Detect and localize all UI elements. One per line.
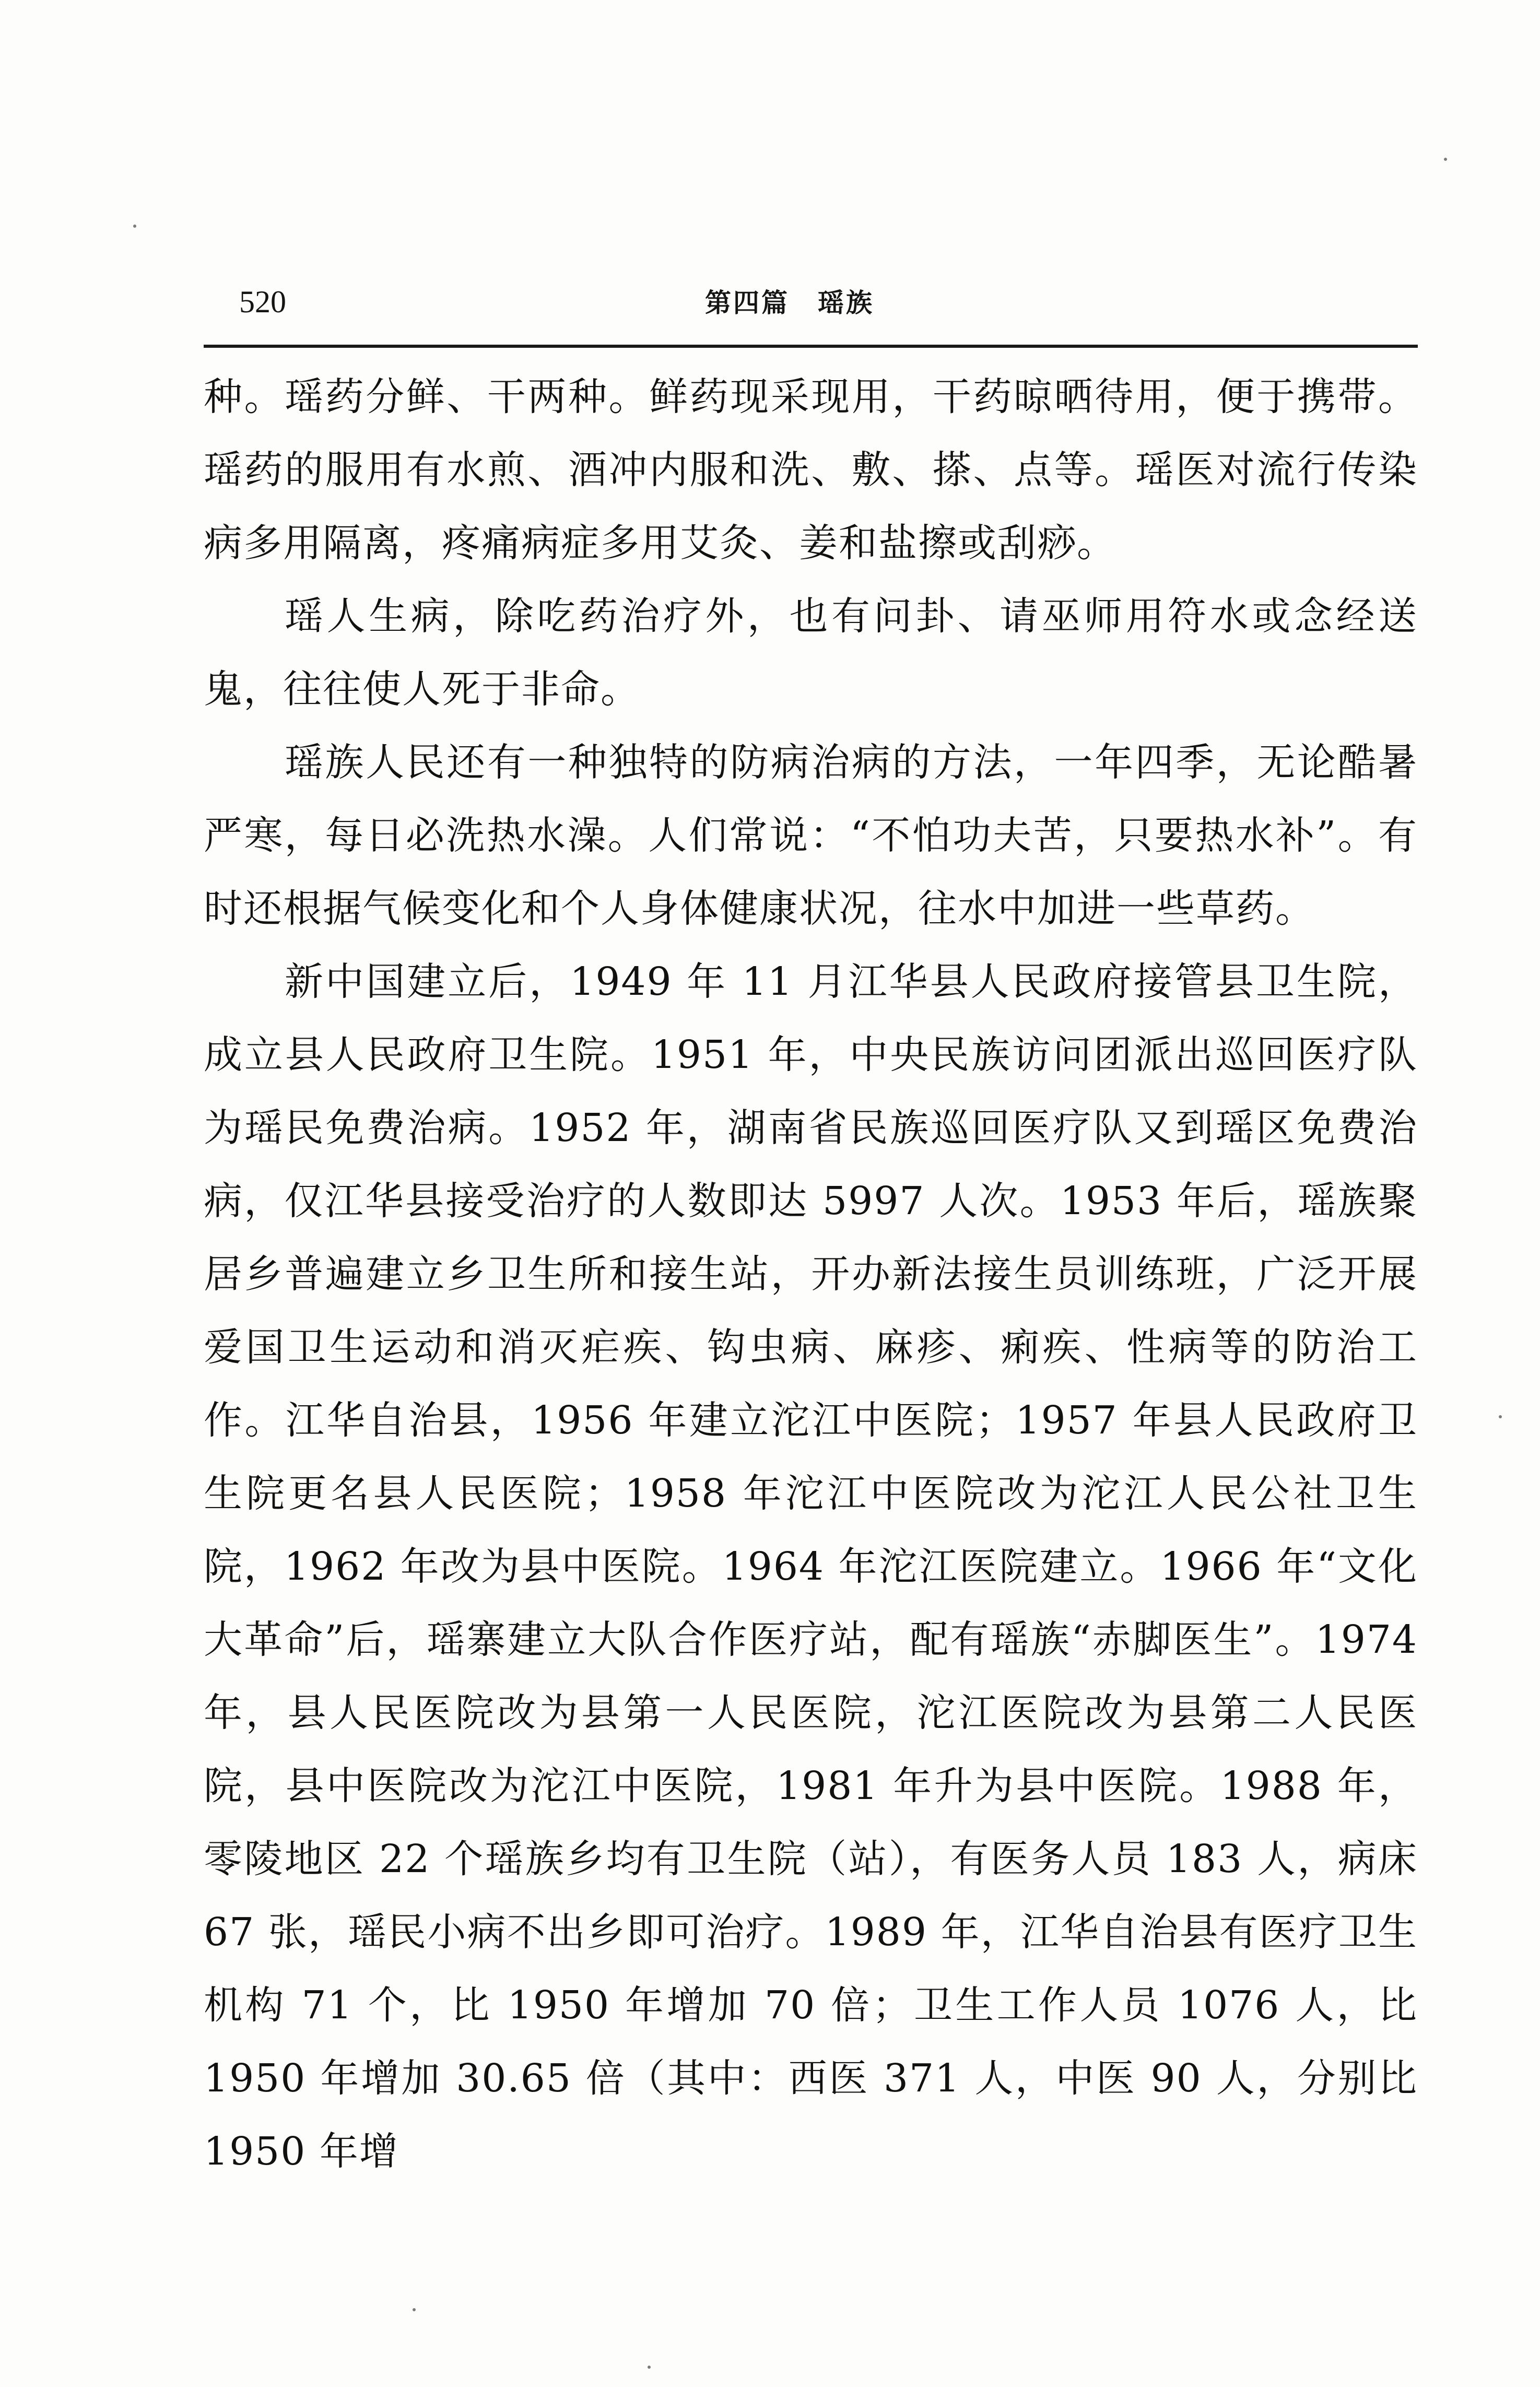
paragraph-continued: 种。瑶药分鲜、干两种。鲜药现采现用，干药晾晒待用，便于携带。瑶药的服用有水煎、酒冲内服和洗、敷、搽、点等。瑶医对流行传染病多用隔离，疼痛病症多用艾灸、姜和盐擦或刮痧。 [204, 374, 1418, 566]
paragraph: 新中国建立后，1949 年 11 月江华县人民政府接管县卫生院，成立县人民政府卫生院。1951 年，中央民族访问团派出巡回医疗队为瑶民免费治病。1952 年，湖南省民族巡回医疗队又到瑶区免费治病，仅江华县接受治疗的人数即达 5997 人次。1953 年后，瑶族聚居乡普遍建立乡卫生所和接生站，开办新法接生员训练班，广泛开展爱国卫生运动和消灭疟疾、钩虫病、麻疹、痢疾、性病等的防治工作。江华自治县，1956 年建立沱江中医院；1957 年县人民政府卫生院更名县人民医院；1958 年沱江中医院改为沱江人民公社卫生院，1962 年改为县中医院。1964 年沱江医院建立。1966 年“文化大革命”后，瑶寨建立大队合作医疗站，配有瑶族“赤脚医生”。1974 年，县人民医院改为县第一人民医院，沱江医院改为县第二人民医院，县中医院改为沱江中医院，1981 年升为县中医院。1988 年，零陵地区 22 个瑶族乡均有卫生院（站），有医务人员 183 人，病床 67 张，瑶民小病不出乡即可治疗。1989 年，江华自治县有医疗卫生机构 71 个，比 1950 年增加 70 倍；卫生工作人员 1076 人，比 1950 年增加 30.65 倍（其中：西医 371 人，中医 90 人，分别比 1950 年增 [204, 959, 1418, 2174]
running-title: 第四篇 瑶族 [705, 288, 874, 318]
scan-speck [648, 2366, 651, 2369]
header-rule [204, 345, 1418, 348]
paragraph: 瑶人生病，除吃药治疗外，也有问卦、请巫师用符水或念经送鬼，往往使人死于非命。 [204, 594, 1418, 712]
scan-speck [1499, 1415, 1502, 1418]
page-body [204, 360, 1418, 2219]
scan-speck [1444, 158, 1447, 161]
page-number: 520 [239, 285, 286, 319]
scan-speck [133, 225, 136, 228]
page-header [204, 277, 1420, 339]
scan-speck [413, 2308, 416, 2311]
paragraph: 瑶族人民还有一种独特的防病治病的方法，一年四季，无论酷暑严寒，每日必洗热水澡。人们常说：“不怕功夫苦，只要热水补”。有时还根据气候变化和个人身体健康状况，往水中加进一些草药。 [204, 740, 1418, 931]
